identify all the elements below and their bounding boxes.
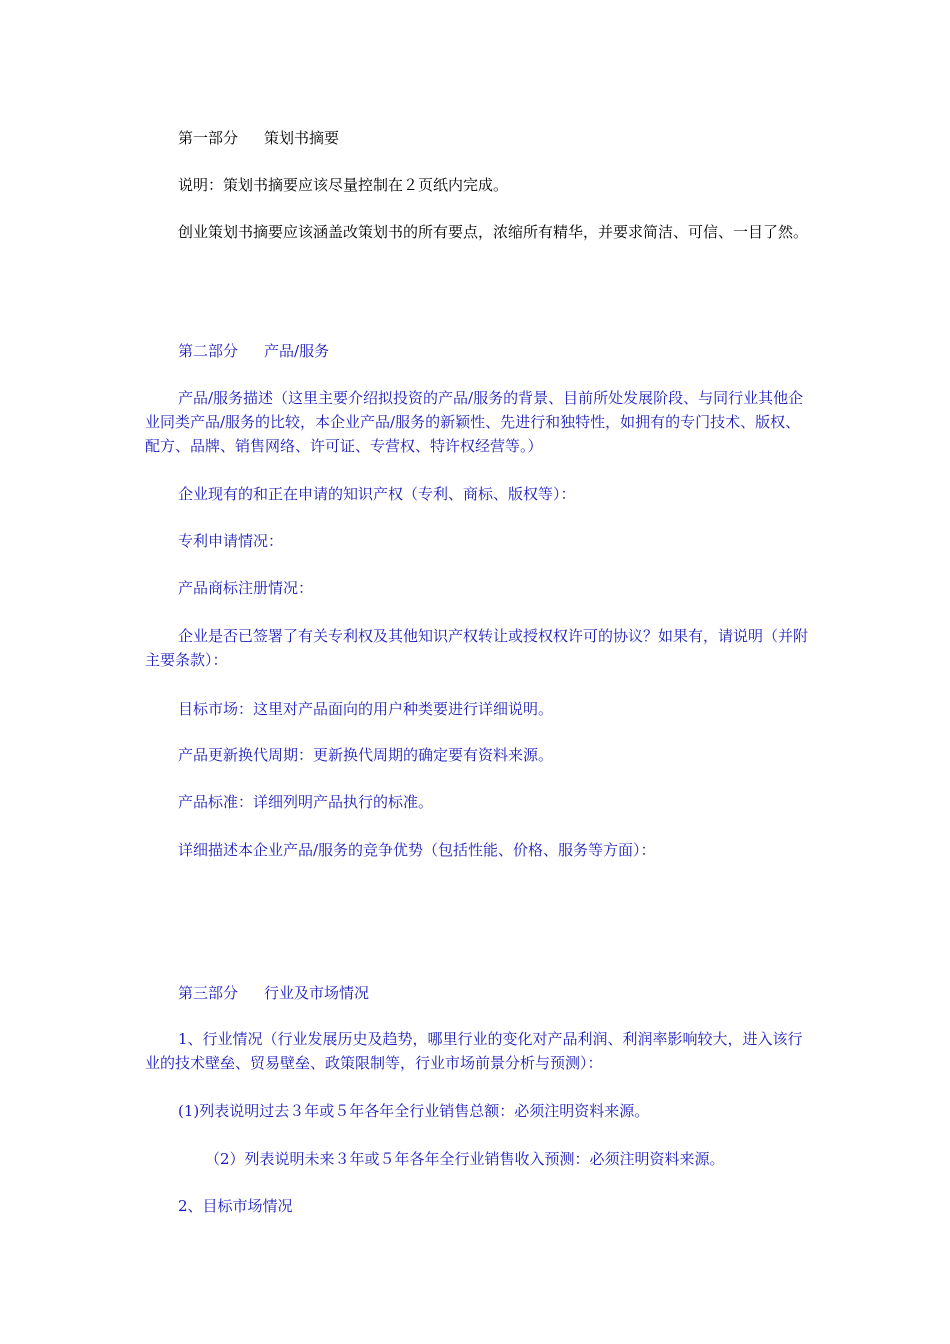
section1-heading-number: 第一部分 <box>178 129 239 147</box>
section2-update-cycle: 产品更新换代周期：更新换代周期的确定要有资料来源。 <box>178 746 554 764</box>
section2-heading-title: 产品/服务 <box>264 342 330 360</box>
section2-trademark: 产品商标注册情况： <box>178 579 314 597</box>
section2-target-market: 目标市场：这里对产品面向的用户种类要进行详细说明。 <box>178 700 554 718</box>
section3-item1: (1)列表说明过去３年或５年各年全行业销售总额：必须注明资料来源。 <box>178 1102 650 1120</box>
section1-heading-title: 策划书摘要 <box>264 129 340 147</box>
section2-agreement: 企业是否已签署了有关专利权及其他知识产权转让或授权权许可的协议？如果有，请说明（并附主要条款）： <box>145 627 809 669</box>
section3-item2: （2）列表说明未来３年或５年各年全行业销售收入预测：必须注明资料来源。 <box>205 1150 725 1168</box>
section3-heading-number: 第三部分 <box>178 984 239 1002</box>
section1-body: 创业策划书摘要应该涵盖改策划书的所有要点，浓缩所有精华，并要求简洁、可信、一目了然。 <box>178 223 809 241</box>
section3-industry: 1、行业情况（行业发展历史及趋势，哪里行业的变化对产品利润、利润率影响较大，进入该行业的技术壁垒、贸易壁垒、政策限制等，行业市场前景分析与预测）： <box>145 1030 803 1072</box>
section2-advantage: 详细描述本企业产品/服务的竞争优势（包括性能、价格、服务等方面）： <box>178 841 656 859</box>
section2-ip-rights: 企业现有的和正在申请的知识产权（专利、商标、版权等）： <box>178 485 576 503</box>
section2-description: 产品/服务描述（这里主要介绍拟投资的产品/服务的背景、目前所处发展阶段、与同行业其他企业同类产品/服务的比较，本企业产品/服务的新颖性、先进行和独特性，如拥有的专门技术、版权、配方、品牌、销售网络、许可证、专营权、特许权经营等。） <box>145 389 804 455</box>
section3-heading-title: 行业及市场情况 <box>264 984 370 1002</box>
section2-standard: 产品标准：详细列明产品执行的标准。 <box>178 793 434 811</box>
section2-patent: 专利申请情况： <box>178 532 284 550</box>
section2-heading <box>145 339 810 363</box>
section2-heading-number: 第二部分 <box>178 342 239 360</box>
section1-note: 说明：策划书摘要应该尽量控制在２页纸内完成。 <box>178 176 509 194</box>
section3-item3: 2、目标市场情况 <box>178 1197 293 1215</box>
section1-heading <box>145 126 810 150</box>
section3-heading <box>145 981 810 1005</box>
